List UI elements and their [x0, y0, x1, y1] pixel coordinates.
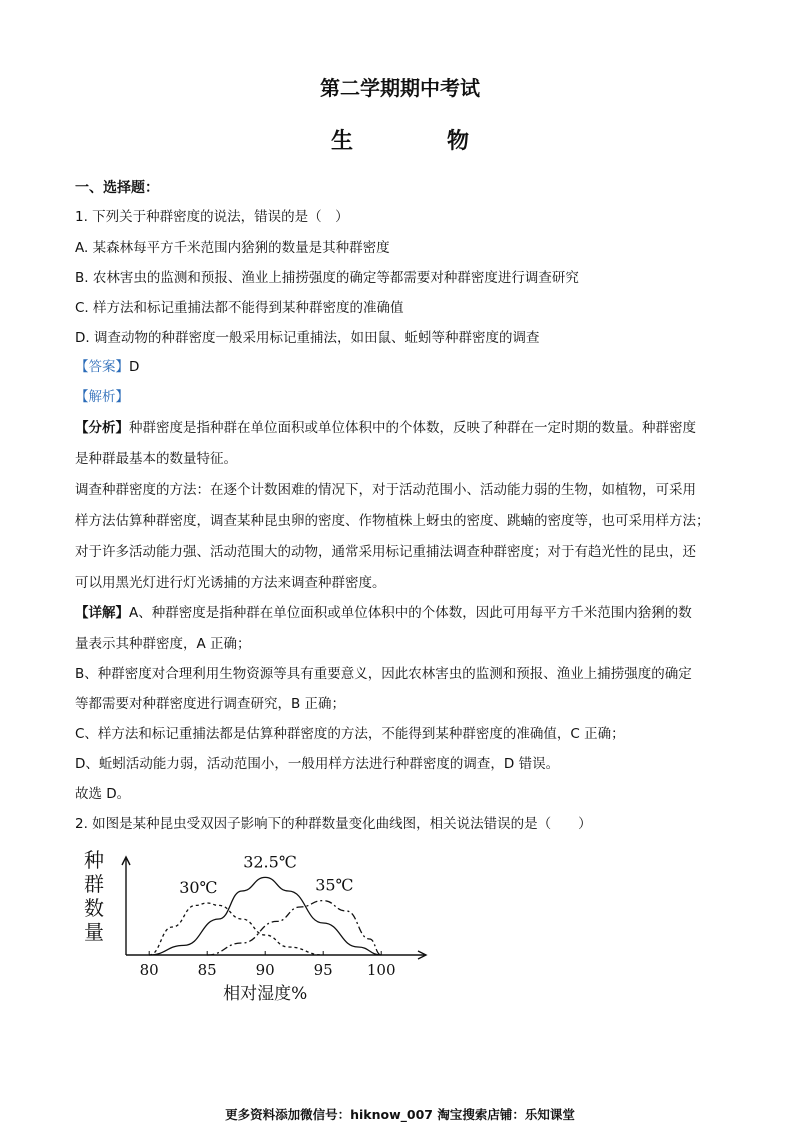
- x-tick-label: 100: [366, 961, 396, 979]
- y-axis-label-char: 量: [84, 920, 104, 944]
- question-1-stem: 1. 下列关于种群密度的说法，错误的是（ ）: [75, 209, 349, 225]
- answer-value: D: [129, 359, 140, 375]
- detail-line-6: 故选 D。: [75, 786, 131, 802]
- option-b: B. 农林害虫的监测和预报、渔业上捕捞强度的确定等都需要对种群密度进行调查研究: [75, 270, 579, 286]
- answer-line: [75, 357, 730, 377]
- method-line-3: 对于许多活动能力强、活动范围大的动物，通常采用标记重捕法调查种群密度；对于有趋光性的昆虫，还: [75, 544, 696, 560]
- question-2-stem: 2. 如图是某种昆虫受双因子影响下的种群数量变化曲线图，相关说法错误的是（ ）: [75, 816, 592, 832]
- y-axis-label-char: 数: [84, 896, 104, 920]
- x-tick-label: 85: [197, 961, 217, 979]
- option-c: C. 样方法和标记重捕法都不能得到某种群密度的准确值: [75, 300, 404, 316]
- option-a: A. 某森林每平方千米范围内猞猁的数量是其种群密度: [75, 240, 390, 256]
- xiangjie-tag: 【详解】: [75, 605, 129, 621]
- curve-label: 30℃: [179, 878, 218, 897]
- method-line-4: 可以用黑光灯进行灯光诱捕的方法来调查种群密度。: [75, 575, 386, 591]
- population-curve-chart: [70, 845, 450, 1010]
- footer-note: 更多资料添加微信号：hiknow_007 淘宝搜索店铺：乐知课堂: [225, 1107, 575, 1122]
- section-heading: 一、选择题：: [75, 180, 159, 196]
- curve-label: 32.5℃: [243, 852, 297, 872]
- x-tick-label: 95: [313, 961, 333, 979]
- answer-tag: 【答案】: [75, 359, 129, 375]
- option-d: D. 调查动物的种群密度一般采用标记重捕法，如田鼠、蚯蚓等种群密度的调查: [75, 330, 540, 346]
- x-tick-label: 80: [139, 961, 159, 979]
- detail-line-4: C、样方法和标记重捕法都是估算种群密度的方法，不能得到某种群密度的准确值，C 正确；: [75, 726, 625, 742]
- fenxi-line-2: 是种群最基本的数量特征。: [75, 451, 237, 467]
- detail-line-5: D、蚯蚓活动能力弱，活动范围小，一般用样方法进行种群密度的调查，D 错误。: [75, 756, 560, 772]
- x-axis-label: 相对湿度%: [223, 984, 308, 1004]
- y-axis-label-char: 种: [84, 848, 104, 872]
- fenxi-tag: 【分析】: [75, 420, 129, 436]
- detail-line-3: 等都需要对种群密度进行调查研究，B 正确；: [75, 696, 346, 712]
- detail-line-1: 量表示其种群密度，A 正确；: [75, 636, 251, 652]
- analysis-tag: 【解析】: [75, 389, 129, 405]
- x-tick-label: 90: [255, 961, 275, 979]
- curve-label: 35℃: [315, 875, 354, 895]
- xiangjie-line-1: 【详解】A、种群密度是指种群在单位面积或单位体积中的个体数，因此可用每平方千米范围内猞猁的数: [75, 605, 692, 621]
- method-line-1: 调查种群密度的方法：在逐个计数困难的情况下，对于活动范围小、活动能力弱的生物，如植物，可采用: [75, 482, 696, 498]
- fenxi-line-1: 【分析】种群密度是指种群在单位面积或单位体积中的个体数，反映了种群在一定时期的数量。种群密度: [75, 420, 696, 436]
- detail-line-2: B、种群密度对合理利用生物资源等具有重要意义，因此农林害虫的监测和预报、渔业上捕捞强度的确定: [75, 666, 692, 682]
- method-line-2: 样方法估算种群密度，调查某种昆虫卵的密度、作物植株上蚜虫的密度、跳蝻的密度等，也可采用样方法；: [75, 513, 710, 529]
- y-axis-label-char: 群: [84, 872, 104, 896]
- page-title: 第二学期期中考试: [320, 76, 480, 100]
- subject-title: 生 物: [330, 128, 505, 154]
